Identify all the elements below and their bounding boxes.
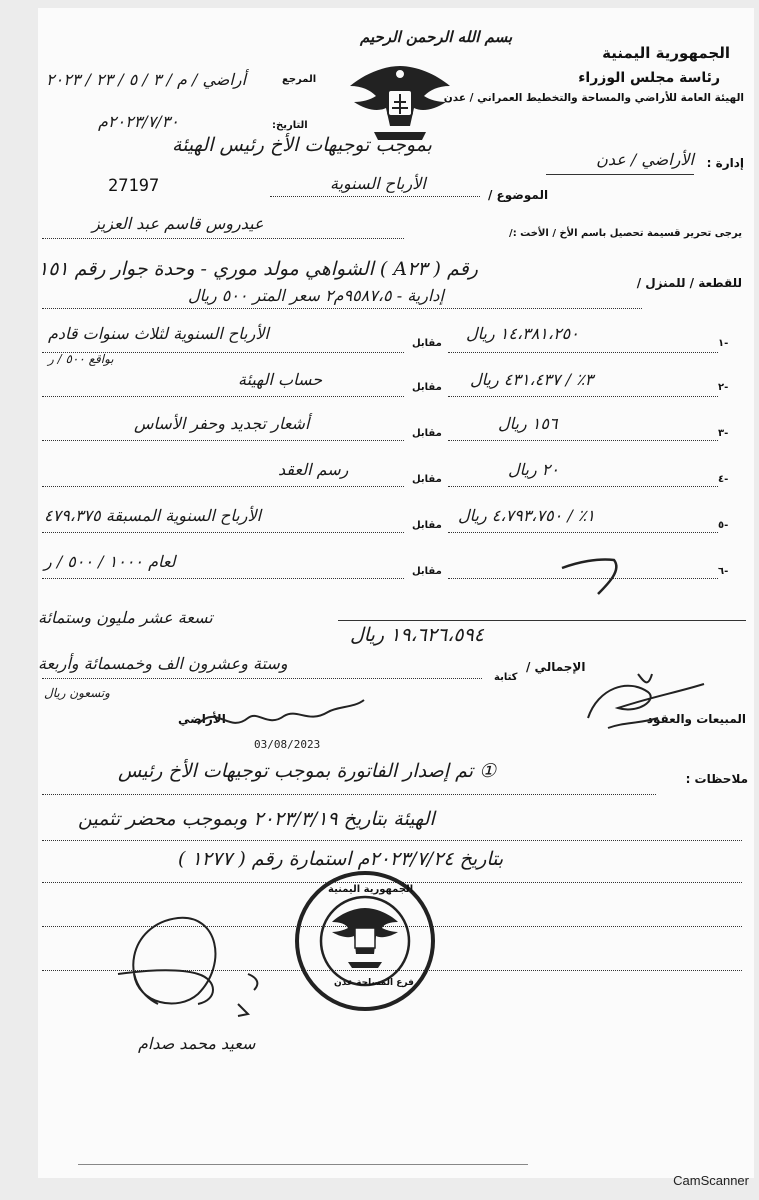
total-value: ١٩،٦٢٦،٥٩٤ ريال [350, 624, 485, 646]
total-words-top: تسعة عشر مليون وستمائة [38, 608, 213, 627]
department-line [546, 174, 694, 175]
notes-line-2: الهيئة بتاريخ ٢٠٢٣/٣/١٩ وبموجب محضر تثمين [78, 808, 435, 830]
authority-name: الهيئة العامة للأراضي والمساحة والتخطيط العمراني / عدن [443, 92, 744, 104]
department-label: إدارة : [706, 156, 744, 170]
date-label: التاريخ: [272, 120, 308, 131]
item-description: الأرباح السنوية لثلاث سنوات قادم [48, 324, 269, 343]
request-label: يرجى تحرير قسيمة تحصيل باسم الأخ / الأخت :/ [509, 228, 742, 239]
against-label: مقابل [412, 474, 442, 485]
plot-value-2: إدارية - ٩٥٨٧،٥م٢ سعر المتر ٥٠٠ ريال [188, 286, 444, 305]
department-value: الأراضي / عدن [596, 150, 694, 169]
item-number: -٣ [718, 428, 729, 439]
document-number: 27197 [108, 176, 160, 196]
notes-line-3: بتاريخ ٢٠٢٣/٧/٢٤م استمارة رقم ( ١٢٧٧ ) [178, 848, 504, 870]
subject-line [270, 196, 480, 197]
item-6-checkmark [558, 548, 628, 598]
item-line [448, 578, 718, 579]
item-line [42, 352, 404, 353]
request-line [42, 238, 404, 239]
writing-line [42, 678, 482, 679]
item-number: -٢ [718, 382, 729, 393]
notes-label: ملاحظات : [685, 772, 748, 786]
item-number: -٥ [718, 520, 729, 531]
plot-line [42, 308, 642, 309]
item-amount: ٣٪ / ٤٣١،٤٣٧ ريال [470, 370, 594, 389]
eagle-emblem [344, 56, 456, 146]
item-amount: ١٥٦ ريال [498, 414, 558, 433]
stamp-text-top: الجمهورية اليمنية [328, 884, 414, 895]
item-line [448, 440, 718, 441]
item-line [42, 396, 404, 397]
request-name: عيدروس قاسم عبد العزيز [92, 214, 264, 233]
item-amount: ١٤،٣٨١،٢٥٠ ريال [466, 324, 579, 343]
item-line [42, 486, 404, 487]
writing-value: وستة وعشرون الف وخمسمائة وأربعة [38, 654, 288, 673]
item-number: -١ [718, 338, 729, 349]
item-line [42, 440, 404, 441]
item-line [42, 578, 404, 579]
subject-label: الموضوع / [488, 188, 549, 202]
document-sheet [38, 8, 754, 1178]
item-amount: ١٪ / ٤،٧٩٣،٧٥٠ ريال [458, 506, 595, 525]
item-line [42, 532, 404, 533]
council-name: رئاسة مجلس الوزراء [578, 70, 720, 86]
item-extra: بواقع ٥٠٠ / ر [48, 352, 114, 366]
total-label: الإجمالي / [526, 660, 586, 674]
against-label: مقابل [412, 520, 442, 531]
basmala: بسم الله الرحمن الرحيم [360, 28, 513, 46]
against-label: مقابل [412, 428, 442, 439]
ref-value: أراضي / م / ٣ / ٥ / ٢٣ / ٢٠٢٣ [46, 70, 247, 89]
item-description: حساب الهيئة [238, 370, 323, 389]
item-number: -٤ [718, 474, 729, 485]
total-top-line [338, 620, 746, 621]
item-description: أشعار تجديد وحفر الأساس [134, 414, 310, 433]
writing-label: كتابة [494, 672, 518, 683]
sales-contracts-label: المبيعات والعقود [646, 712, 746, 726]
signatory-name: سعيد محمد صدام [138, 1034, 256, 1053]
item-line [448, 532, 718, 533]
subject-value: الأرباح السنوية [330, 174, 426, 193]
against-label: مقابل [412, 338, 442, 349]
against-label: مقابل [412, 382, 442, 393]
camscanner-watermark: CamScanner [673, 1173, 749, 1188]
plot-value: رقم ( A٢٣ ) الشواهي مولد موري - وحدة جوار رقم ١٥١ [38, 258, 478, 280]
ref-label: المرجع [282, 74, 317, 85]
item-description: رسم العقد [278, 460, 349, 479]
bottom-rule [78, 1164, 528, 1165]
stamp-date: 03/08/2023 [254, 738, 321, 751]
item-amount: ٢٠ ريال [508, 460, 559, 479]
notes-rule [42, 794, 656, 795]
plot-label: للقطعة / للمنزل / [636, 276, 742, 290]
date-value: ٢٠٢٣/٧/٣٠م [98, 112, 179, 131]
country-name: الجمهورية اليمنية [602, 44, 730, 62]
sales-signature [578, 668, 708, 738]
item-line [448, 396, 718, 397]
lands-label: الأراضي [178, 712, 226, 726]
writing-value-2: وتسعون ريال [44, 686, 110, 700]
notes-rule [42, 840, 742, 841]
stamp-text-bottom: فرع المساحة عدن [334, 978, 414, 988]
item-number: -٦ [718, 566, 729, 577]
handwritten-signature [98, 904, 298, 1054]
item-description: لعام ١٠٠٠ / ٥٠٠ / ر [44, 552, 176, 571]
item-description: الأرباح السنوية المسبقة ٤٧٩،٣٧٥ [44, 506, 262, 525]
directive-note: بموجب توجيهات الأخ رئيس الهيئة [172, 134, 432, 156]
notes-line-1: ① تم إصدار الفاتورة بموجب توجيهات الأخ رئيس [118, 760, 497, 782]
item-line [448, 352, 718, 353]
item-line [448, 486, 718, 487]
lands-signature [188, 694, 368, 744]
against-label: مقابل [412, 566, 442, 577]
